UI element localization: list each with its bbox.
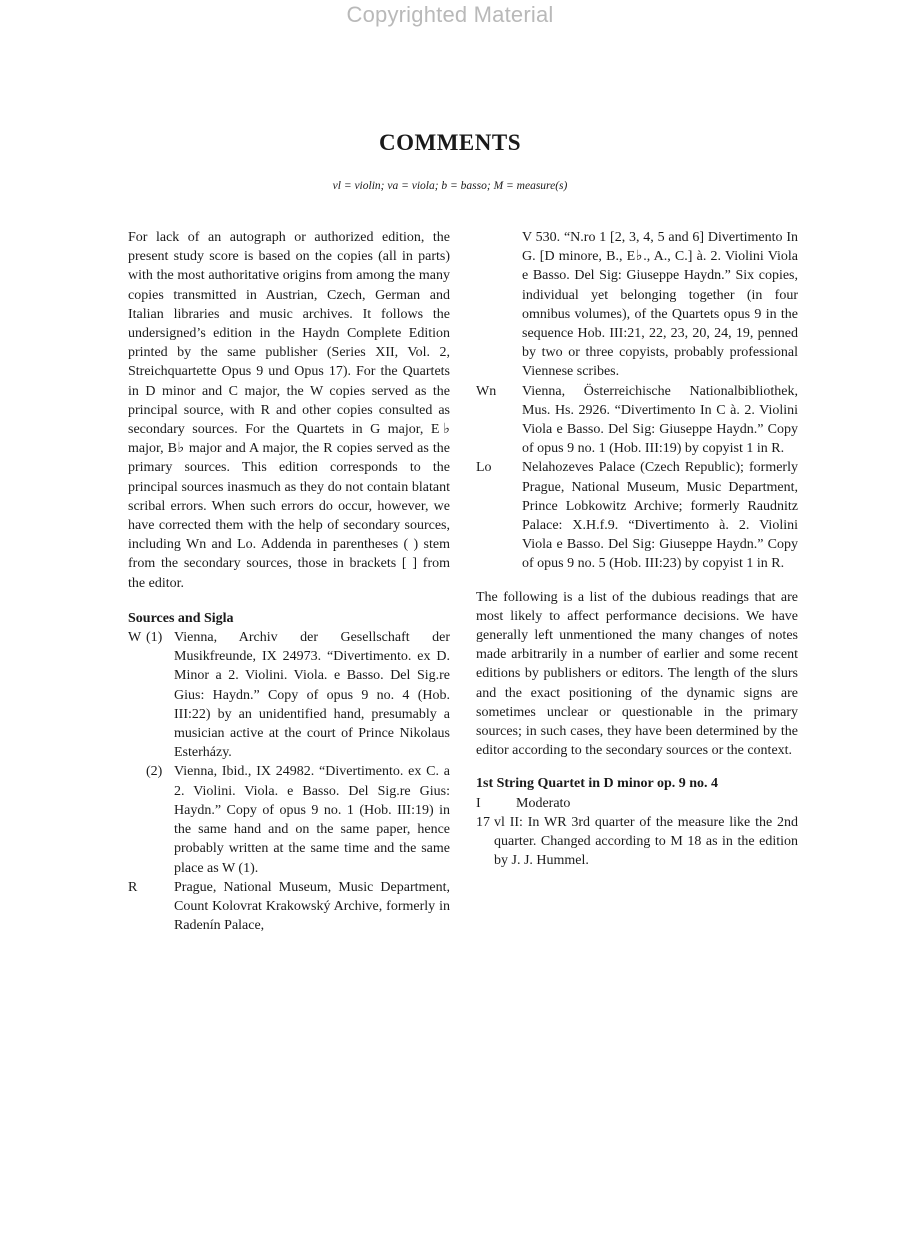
source-lo [476,458,798,573]
source-text: Vienna, Ibid., IX 24982. “Divertimento. ex C. a 2. Violini. Viola. e Basso. Del Sig.re Gius: Haydn.” Copy of opus 9 no. 1 (Hob. III:19) in the same hand and on the same paper, hence probably written at the same time and the same place as W (1). [174,764,450,876]
sources-heading: Sources and Sigla [128,610,234,626]
source-siglum: Wn [476,383,497,399]
source-siglum: W [128,630,142,646]
measure-number: 17 [476,814,490,830]
source-r [128,878,450,935]
movement-name: Moderato [516,795,571,811]
intro-paragraph: For lack of an autograph or authorized edition, the present study score is based on the copies (all in parts) with the most authoritative origins from among the many copies transmitted in Austrian, Czech, German and Italian libraries and music archives. It follows the undersigned’s edition in the Haydn Complete Edition printed by the same publisher (Series XII, Vol. 2, Streichquartette Opus 9 und Opus 17). For the Quartets in D minor and C major, the W copies served as the principal source, with R and other copies consulted as secondary sources. For the Quartets in G major, E♭ major, B♭ major and A major, the R copies served as the primary sources. This edition corresponds to the principal sources inasmuch as they do not contain blatant scribal errors. When such errors do occur, however, we have corrected them with the help of secondary sources, including Wn and Lo. Addenda in parentheses ( ) stem from the secondary sources, those in brackets [ ] from the editor. [128,230,450,591]
source-subnumber: (2) [146,764,163,780]
source-wn [476,382,798,459]
source-text: Vienna, Archiv der Gesellschaft der Musikfreunde, IX 24973. “Divertimento. ex D. Minor a 2. Violini. Viola. e Basso. Del Sig.re Gius: Haydn.” Copy of opus 9 no. 4 (Hob. III:22) by an unidentified hand, presumably a musician active at the court of Prince Nikolaus Esterházy. [174,630,450,761]
source-siglum: R [128,879,138,895]
right-column [476,228,798,871]
abbreviations-line: vl = violin; va = viola; b = basso; M = measure(s) [332,180,568,192]
dubious-readings-paragraph: The following is a list of the dubious readings that are most likely to affect performance decisions. We have generally left unmentioned the many changes of notes made arbitrarily in a number of earlier and some recent editions by publishers or editors. The length of the slurs and the exact positioning of the dynamic signs are sometimes unclear or questionable in the primary sources; in such cases, they have been determined by the editor according to the secondary sources or the context. [476,589,798,759]
source-text: Nelahozeves Palace (Czech Republic); formerly Prague, National Museum, Music Department, Prince Lobkowitz Archive; formerly Raudnitz Palace: X.H.f.9. “Divertimento à. 2. Violini Viola e Basso. Del Sig: Giuseppe Haydn.” Copy of opus 9 no. 5 (Hob. III:23) by copyist 1 in R. [522,460,798,572]
quartet-heading: 1st String Quartet in D minor op. 9 no. 4 [476,776,719,792]
movement-number: I [476,795,481,811]
source-subnumber: (1) [146,630,163,646]
source-text: Prague, National Museum, Music Department, Count Kolovrat Krakowský Archive, formerly in Radenín Palace, [174,879,450,934]
source-text: V 530. “N.ro 1 [2, 3, 4, 5 and 6] Divertimento In G. [D minore, B., E♭., A., C.] à. 2. Violini Viola e Basso. Del Sig: Giuseppe Haydn.” Six copies, individual yet belonging together (in four omnibus volumes), of the Quartets opus 9 in the sequence Hob. III:21, 22, 23, 20, 24, 19, penned by two or three copyists, probably professional Viennese scribes. [522,230,798,380]
left-column [128,228,450,935]
movement-line [476,794,798,813]
measure-note [476,813,798,871]
source-w2 [128,762,450,877]
watermark: Copyrighted Material [346,2,554,27]
source-siglum: Lo [476,460,492,476]
source-w1 [128,628,450,762]
note-text: vl II: In WR 3rd quarter of the measure like the 2nd quarter. Changed according to M 18 as in the edition by J. J. Hummel. [494,814,798,869]
source-r-continued [476,228,798,382]
source-text: Vienna, Österreichische Nationalbibliothek, Mus. Hs. 2926. “Divertimento In C à. 2. Violini Viola e Basso. Del Sig: Giuseppe Haydn.” Copy of opus 9 no. 1 (Hob. III:19) by copyist 1 in R. [522,383,798,457]
page-title: COMMENTS [379,130,521,155]
